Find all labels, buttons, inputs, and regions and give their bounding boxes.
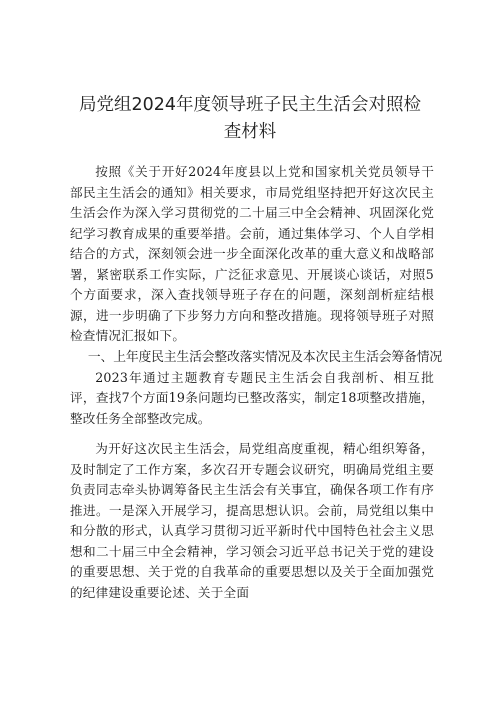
section-1-heading: 一、上年度民主生活会整改落实情况及本次民主生活会筹备情况: [87, 349, 443, 365]
document-body: [70, 162, 443, 603]
title-line-2: 查材料: [223, 122, 277, 142]
paragraph-spacer: [70, 429, 434, 439]
document-title: [70, 92, 430, 146]
title-line-1: 局党组2024年度领导班子民主生活会对照检: [78, 95, 422, 115]
intro-paragraph: 按照《关于开好2024年度县以上党和国家机关党员领导干部民主生活会的通知》相关要求，市局党组坚持把开好这次民主生活会作为深入学习贯彻党的二十届三中全会精神、巩固深化党纪学习教育成果的重要举措。会前，通过集体学习、个人自学相结合的方式，深刻领会进一步全面深化改革的重大意义和战略部署，紧密联系工作实际，广泛征求意见、开展谈心谈话，对照5个方面要求，深入查找领导班子存在的问题，深刻剖析症结根源，进一步明确了下步努力方向和整改措施。现将领导班子对照检查情况汇报如下。: [70, 164, 434, 343]
section-1-paragraph-1: 2023年通过主题教育专题民主生活会自我剖析、相互批评，查找7个方面19条问题均已整改落实，制定18项整改措施，整改任务全部整改完成。: [70, 369, 434, 426]
section-1-paragraph-2: 为开好这次民主生活会，局党组高度重视，精心组织筹备，及时制定了工作方案，多次召开专题会议研究，明确局党组主要负责同志牵头协调筹备民主生活会有关事宜，确保各项工作有序推进。一是深入开展学习，提高思想认识。会前，局党组以集中和分散的形式，认真学习贯彻习近平新时代中国特色社会主义思想和二十届三中全会精神，学习领会习近平总书记关于党的建设的重要思想、关于党的自我革命的重要思想以及关于全面加强党的纪律建设重要论述、关于全面: [70, 441, 434, 600]
